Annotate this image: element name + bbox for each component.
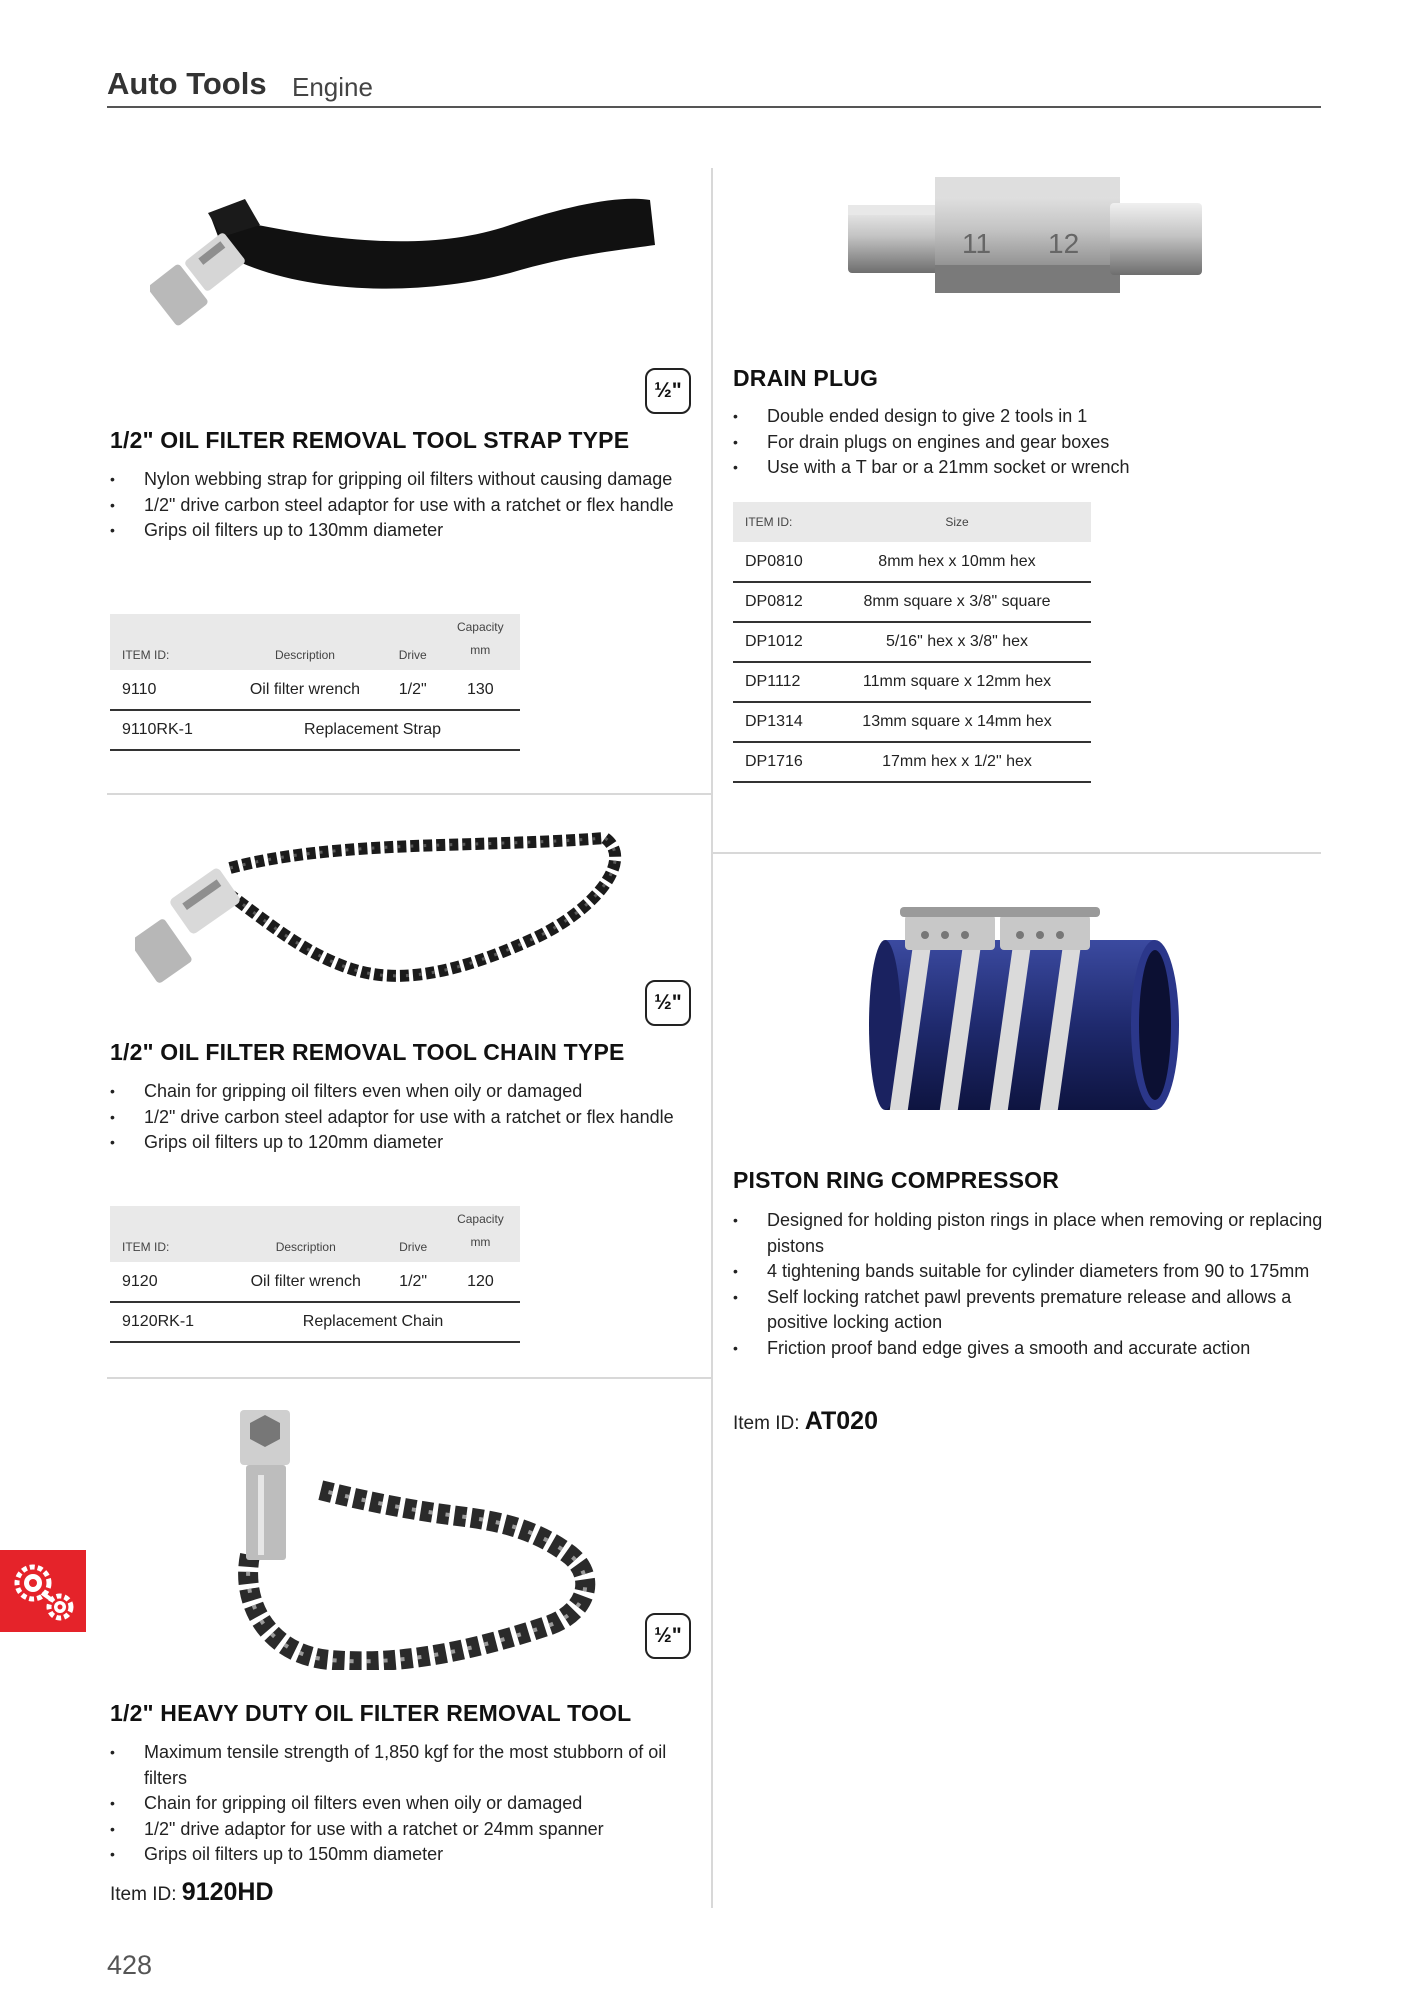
cell-size: 13mm square x 14mm hex	[823, 702, 1091, 742]
col-item-id: ITEM ID:	[122, 1240, 170, 1254]
cell-size: 5/16" hex x 3/8" hex	[823, 622, 1091, 662]
table-row	[733, 702, 1091, 742]
table-row	[110, 1302, 520, 1342]
col-drive: Drive	[398, 648, 427, 662]
list-item: • Double ended design to give 2 tools in 1	[733, 404, 1323, 430]
col-size: Size	[945, 515, 969, 529]
chain-spec-table	[110, 1206, 520, 1343]
cell-description: Replacement Strap	[225, 710, 520, 750]
list-item: • For drain plugs on engines and gear boxes	[733, 430, 1323, 456]
section-title: Auto Tools	[107, 66, 267, 101]
drain-plug-image	[840, 165, 1210, 305]
item-id-label: Item ID:	[110, 1884, 177, 1905]
chain-tool-title: 1/2" OIL FILTER REMOVAL TOOL CHAIN TYPE	[110, 1039, 625, 1065]
half-inch-drive-icon: ½"	[645, 980, 691, 1026]
list-item: • Chain for gripping oil filters even when oily or damaged	[110, 1791, 700, 1817]
col-drive: Drive	[399, 1240, 428, 1254]
table-row	[733, 582, 1091, 622]
piston-item-id	[733, 1407, 878, 1436]
cell-item-id: 9120RK-1	[110, 1302, 226, 1342]
cell-size: 11mm square x 12mm hex	[823, 662, 1091, 702]
list-item: • 1/2" drive carbon steel adaptor for use with a ratchet or flex handle	[110, 1105, 690, 1131]
list-item: • Friction proof band edge gives a smooth and accurate action	[733, 1336, 1323, 1362]
table-row	[733, 542, 1091, 582]
strap-spec-table	[110, 614, 520, 751]
list-item: • Use with a T bar or a 21mm socket or wrench	[733, 455, 1323, 481]
piston-ring-compressor-image	[865, 895, 1185, 1120]
heavy-duty-item-id	[110, 1878, 274, 1907]
section-divider	[107, 1377, 711, 1379]
subsection-title: Engine	[292, 72, 373, 102]
table-row	[110, 710, 520, 750]
table-header-row	[733, 502, 1091, 542]
list-item: • Nylon webbing strap for gripping oil filters without causing damage	[110, 467, 690, 493]
list-item: • 4 tightening bands suitable for cylinder diameters from 90 to 175mm	[733, 1259, 1323, 1285]
cell-drive: 1/2"	[385, 670, 441, 710]
drain-plug-label-left: 11	[962, 228, 992, 259]
list-item: • 1/2" drive adaptor for use with a ratchet or 24mm spanner	[110, 1817, 700, 1843]
page-number: 428	[107, 1950, 153, 1980]
cell-size: 8mm square x 3/8" square	[823, 582, 1091, 622]
strap-wrench-image	[150, 185, 660, 345]
cell-item-id: DP1314	[733, 702, 823, 742]
cell-item-id: DP1716	[733, 742, 823, 782]
heavy-duty-features-list	[110, 1740, 700, 1868]
piston-features-list	[733, 1208, 1323, 1361]
section-divider	[713, 852, 1321, 854]
cell-item-id: 9110RK-1	[110, 710, 225, 750]
table-row	[110, 1262, 520, 1302]
section-divider	[107, 793, 711, 795]
chain-features-list	[110, 1079, 690, 1156]
half-inch-drive-icon: ½"	[645, 1613, 691, 1659]
cell-capacity: 130	[441, 670, 520, 710]
cell-size: 17mm hex x 1/2" hex	[823, 742, 1091, 782]
cell-description: Replacement Chain	[226, 1302, 520, 1342]
list-item: • Maximum tensile strength of 1,850 kgf for the most stubborn of oil filters	[110, 1740, 700, 1791]
list-item: • Chain for gripping oil filters even when oily or damaged	[110, 1079, 690, 1105]
capacity-unit: mm	[470, 643, 491, 657]
half-inch-drive-icon: ½"	[645, 368, 691, 414]
engine-section-tab[interactable]	[0, 1550, 86, 1632]
col-item-id: ITEM ID:	[122, 648, 170, 662]
drain-plug-label-right: 12	[1048, 228, 1080, 259]
table-row	[733, 662, 1091, 702]
cell-item-id: DP1012	[733, 622, 823, 662]
drain-plug-spec-table	[733, 502, 1091, 783]
page-header	[107, 64, 1321, 108]
capacity-unit: mm	[470, 1235, 491, 1249]
cell-drive: 1/2"	[385, 1262, 441, 1302]
cell-capacity: 120	[441, 1262, 520, 1302]
capacity-label: Capacity	[457, 1212, 504, 1226]
table-row	[733, 622, 1091, 662]
cell-item-id: DP1112	[733, 662, 823, 702]
col-item-id: ITEM ID:	[745, 515, 793, 529]
table-header-row	[110, 1206, 520, 1262]
item-id-value: AT020	[804, 1407, 878, 1435]
drain-plug-features-list	[733, 404, 1323, 481]
col-capacity	[441, 1206, 520, 1262]
list-item: • Self locking ratchet pawl prevents premature release and allows a positive locking action	[733, 1285, 1323, 1336]
piston-ring-compressor-title: PISTON RING COMPRESSOR	[733, 1167, 1060, 1193]
table-header-row	[110, 614, 520, 670]
cell-item-id: 9110	[110, 670, 225, 710]
cell-description: Oil filter wrench	[225, 670, 385, 710]
list-item: • Grips oil filters up to 120mm diameter	[110, 1130, 690, 1156]
chain-wrench-image	[135, 820, 625, 1000]
col-capacity	[441, 614, 520, 670]
list-item: • 1/2" drive carbon steel adaptor for use with a ratchet or flex handle	[110, 493, 690, 519]
table-row	[733, 742, 1091, 782]
item-id-value: 9120HD	[181, 1878, 274, 1906]
capacity-label: Capacity	[456, 620, 504, 634]
list-item: • Grips oil filters up to 150mm diameter	[110, 1842, 700, 1868]
col-description: Description	[274, 648, 335, 662]
cell-item-id: DP0812	[733, 582, 823, 622]
list-item: • Designed for holding piston rings in place when removing or replacing pistons	[733, 1208, 1323, 1259]
col-description: Description	[275, 1240, 336, 1254]
heavy-duty-wrench-image	[210, 1405, 600, 1670]
gears-icon	[0, 1550, 86, 1632]
column-divider	[711, 168, 713, 1908]
cell-item-id: 9120	[110, 1262, 226, 1302]
strap-tool-title: 1/2" OIL FILTER REMOVAL TOOL STRAP TYPE	[110, 427, 630, 453]
strap-features-list	[110, 467, 690, 544]
cell-description: Oil filter wrench	[226, 1262, 385, 1302]
table-row	[110, 670, 520, 710]
drain-plug-title: DRAIN PLUG	[733, 365, 879, 391]
list-item: • Grips oil filters up to 130mm diameter	[110, 518, 690, 544]
heavy-duty-tool-title: 1/2" HEAVY DUTY OIL FILTER REMOVAL TOOL	[110, 1700, 632, 1726]
cell-item-id: DP0810	[733, 542, 823, 582]
item-id-label: Item ID:	[733, 1413, 800, 1434]
cell-size: 8mm hex x 10mm hex	[823, 542, 1091, 582]
